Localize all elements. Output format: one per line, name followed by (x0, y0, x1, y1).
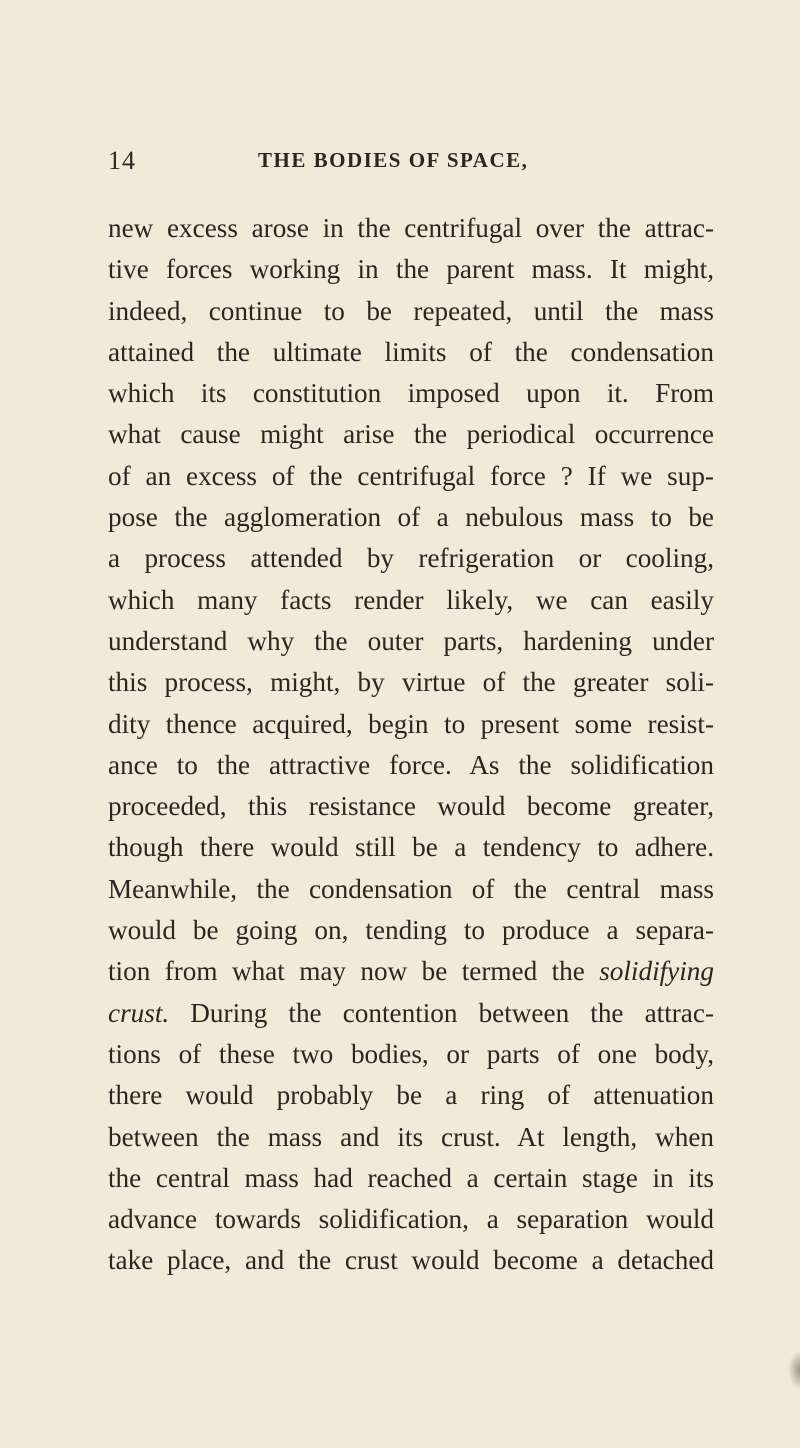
text-line: take place, and the crust would become a detached (108, 1245, 714, 1276)
text-line: which many facts render likely, we can easily (108, 584, 714, 615)
text-line: would be going on, tending to produce a separa- (108, 915, 714, 946)
text-line: attained the ultimate limits of the condensation (108, 336, 714, 367)
text-segment: tion from what may now be termed the (108, 956, 585, 987)
page-number: 14 (108, 146, 136, 175)
text-line: the central mass had reached a certain stage in its (108, 1162, 714, 1193)
text-line: pose the agglomeration of a nebulous mass to be (108, 502, 714, 533)
page-header (108, 146, 708, 176)
text-line: between the mass and its crust. At length, when (108, 1121, 714, 1152)
text-line: tions of these two bodies, or parts of one body, (108, 1038, 714, 1069)
text-line: a process attended by refrigeration or cooling, (108, 543, 714, 574)
text-line: advance towards solidification, a separation would (108, 1204, 714, 1235)
text-line: indeed, continue to be repeated, until the mass (108, 295, 714, 326)
body-text (108, 208, 714, 1282)
text-line-mixed (108, 951, 714, 992)
text-line: which its constitution imposed upon it. From (108, 378, 714, 409)
italic-term: crust. (108, 997, 170, 1028)
text-line: though there would still be a tendency to adhere. (108, 832, 714, 863)
running-head: THE BODIES OF SPACE, (258, 148, 529, 172)
text-line: Meanwhile, the condensation of the central mass (108, 873, 714, 904)
text-line-mixed (108, 993, 714, 1034)
page-edge-mark (788, 1350, 800, 1390)
text-line: there would probably be a ring of attenuation (108, 1080, 714, 1111)
text-line: dity thence acquired, begin to present some resist- (108, 708, 714, 739)
text-line: ance to the attractive force. As the solidification (108, 749, 714, 780)
italic-term: solidifying (599, 956, 714, 987)
text-line: tive forces working in the parent mass. It might, (108, 254, 714, 285)
text-line: this process, might, by virtue of the greater soli- (108, 667, 714, 698)
text-line: new excess arose in the centrifugal over the attrac- (108, 213, 714, 243)
text-line: understand why the outer parts, hardening under (108, 625, 714, 656)
text-segment: During the contention between the attrac- (190, 997, 714, 1028)
text-line: what cause might arise the periodical occurrence (108, 419, 714, 450)
text-line: proceeded, this resistance would become greater, (108, 791, 714, 822)
text-line: of an excess of the centrifugal force ? If we sup- (108, 460, 714, 491)
